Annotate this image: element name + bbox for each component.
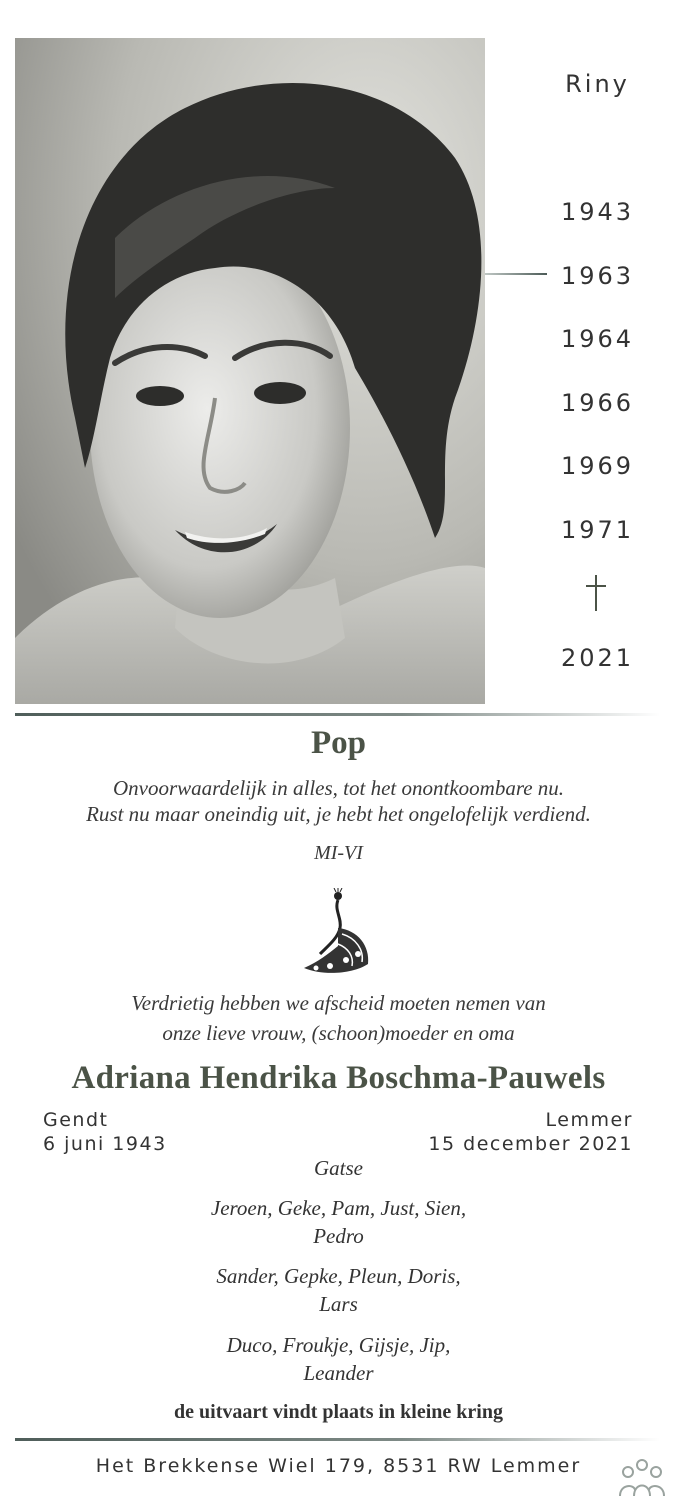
initials: MI-VI [314,842,363,864]
timeline-year: 1971 [560,516,635,544]
family-grandchildren [0,1331,677,1387]
address: Het Brekkense Wiel 179, 8531 RW Lemmer [95,1455,582,1477]
family-line: Lars [319,1292,358,1316]
deceased-name: Adriana Hendrika Boschma-Pauwels [71,1060,606,1096]
family-spouse: Gatse [314,1156,363,1180]
family-line: Duco, Froukje, Gijsje, Jip, [226,1333,451,1357]
family-line: Leander [303,1361,374,1385]
birth-date: 6 juni 1943 [43,1133,167,1155]
announcement-line: onze lieve vrouw, (schoon)moeder en oma [162,1021,515,1045]
peacock-icon [298,888,378,978]
death-date: 15 december 2021 [428,1133,633,1155]
family-children [0,1194,677,1250]
family-line: Sander, Gepke, Pleun, Doris, [216,1264,461,1288]
timeline-connector [485,273,547,275]
timeline-name: Riny [565,70,630,98]
timeline-year: 1964 [560,325,635,353]
birth-info [43,1108,167,1156]
verse-line: Onvoorwaardelijk in alles, tot het onontkoombare nu. [112,776,565,800]
family-line: Pedro [313,1224,364,1248]
death-info [428,1108,633,1156]
timeline-year: 1943 [560,198,635,226]
announcement-line: Verdrietig hebben we afscheid moeten nemen van [131,991,546,1015]
funeral-note: de uitvaart vindt plaats in kleine kring [174,1401,503,1423]
section-divider [15,713,660,716]
announcement [0,988,677,1048]
timeline-year: 1969 [560,452,635,480]
section-divider [15,1438,660,1441]
death-place: Lemmer [545,1109,633,1131]
family-grandchildren [0,1262,677,1318]
verse-line: Rust nu maar oneindig uit, je hebt het ongelofelijk verdiend. [86,802,591,826]
people-icon [618,1458,666,1498]
cross-icon [583,573,609,613]
timeline-death-year: 2021 [560,644,635,672]
birth-place: Gendt [43,1109,109,1131]
timeline-year: 1963 [560,262,635,290]
dedication-title: Pop [310,725,366,761]
timeline-year: 1966 [560,389,635,417]
portrait-photo [15,38,485,704]
family-line: Jeroen, Geke, Pam, Just, Sien, [210,1196,467,1220]
